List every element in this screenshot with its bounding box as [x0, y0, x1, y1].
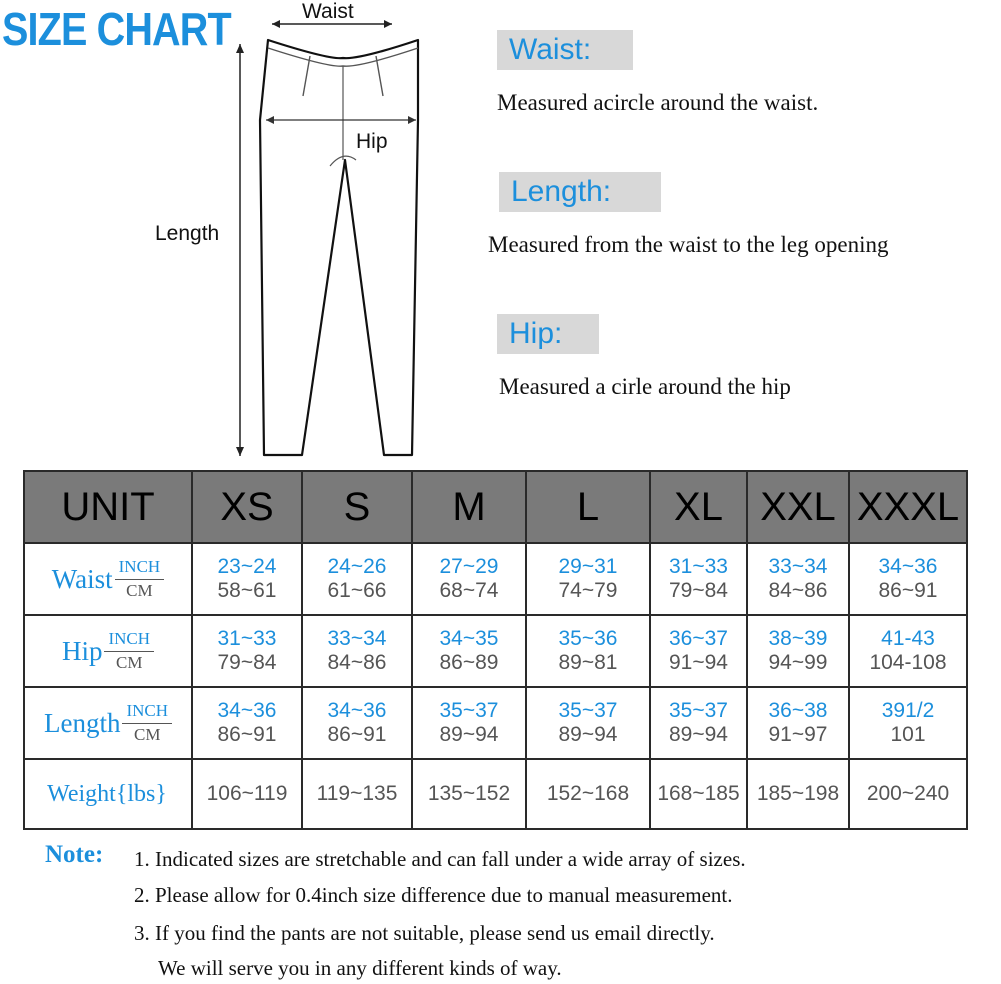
table-row-waist: [24, 543, 967, 615]
inch-value: 33~34: [768, 555, 828, 578]
size-cell: [849, 615, 967, 687]
inch-unit-label: INCH: [122, 701, 172, 724]
weight-cell: [650, 759, 747, 829]
inch-value: 34~35: [439, 627, 499, 650]
weight-value: 135~152: [427, 782, 511, 805]
size-cell: [192, 543, 302, 615]
size-cell: [526, 543, 650, 615]
weight-cell: [526, 759, 650, 829]
inch-unit-label: INCH: [104, 629, 154, 652]
weight-cell: [302, 759, 412, 829]
size-cell: [302, 615, 412, 687]
cm-value: 91~97: [768, 723, 828, 746]
size-header-xl: XL: [650, 471, 747, 543]
inch-value: 391/2: [881, 699, 935, 722]
weight-cell: [849, 759, 967, 829]
size-cell: [526, 687, 650, 759]
size-cell: [302, 687, 412, 759]
cm-value: 104-108: [869, 651, 947, 674]
table-row-hip: [24, 615, 967, 687]
inch-value: 24~26: [327, 555, 387, 578]
waist-heading: Waist:: [497, 30, 633, 70]
waist-description: Measured acircle around the waist.: [497, 90, 819, 115]
size-cell: [526, 615, 650, 687]
size-header-m: M: [412, 471, 526, 543]
note-line-2: 2. Please allow for 0.4inch size difference due to manual measurement.: [134, 883, 733, 907]
size-cell: [849, 543, 967, 615]
weight-cell: [747, 759, 849, 829]
cm-value: 86~89: [439, 651, 499, 674]
weight-cell: [192, 759, 302, 829]
cm-value: 89~81: [558, 651, 618, 674]
cm-value: 74~79: [558, 579, 618, 602]
note-label: Note:: [45, 841, 104, 868]
inch-value: 31~33: [217, 627, 277, 650]
cm-value: 79~84: [669, 579, 728, 602]
inch-value: 34~36: [327, 699, 387, 722]
cm-value: 84~86: [768, 579, 828, 602]
weight-value: 119~135: [316, 782, 398, 805]
inch-value: 41-43: [881, 627, 935, 650]
hip-diagram-label: Hip: [356, 130, 388, 153]
size-header-l: L: [526, 471, 650, 543]
weight-value: 106~119: [206, 782, 288, 805]
size-cell: [412, 687, 526, 759]
inch-value: 35~37: [669, 699, 728, 722]
size-cell: [650, 687, 747, 759]
weight-cell: [412, 759, 526, 829]
inch-value: 38~39: [768, 627, 828, 650]
cm-value: 86~91: [878, 579, 938, 602]
table-header-row: [24, 471, 967, 543]
size-cell: [849, 687, 967, 759]
length-description: Measured from the waist to the leg opening: [488, 232, 889, 257]
cm-unit-label: CM: [134, 725, 161, 744]
note-line-1: 1. Indicated sizes are stretchable and can fall under a wide array of sizes.: [134, 847, 746, 871]
row-name: Waist: [51, 563, 113, 594]
weight-value: 200~240: [866, 782, 950, 805]
inch-value: 36~38: [768, 699, 828, 722]
note-line-3: 3. If you find the pants are not suitable, please send us email directly.: [134, 921, 715, 945]
size-table: [23, 470, 968, 830]
table-row-length: [24, 687, 967, 759]
cm-value: 58~61: [217, 579, 277, 602]
length-heading: Length:: [499, 172, 661, 212]
size-cell: [650, 615, 747, 687]
size-cell: [192, 687, 302, 759]
size-cell: [747, 615, 849, 687]
size-header-xxl: XXL: [747, 471, 849, 543]
size-cell: [192, 615, 302, 687]
row-name: Hip: [61, 635, 103, 666]
inch-value: 35~36: [558, 627, 618, 650]
cm-value: 68~74: [439, 579, 499, 602]
weight-value: 168~185: [657, 782, 740, 805]
size-cell: [747, 543, 849, 615]
cm-value: 86~91: [327, 723, 387, 746]
inch-value: 33~34: [327, 627, 387, 650]
cm-value: 79~84: [217, 651, 277, 674]
cm-value: 91~94: [669, 651, 728, 674]
inch-value: 35~37: [439, 699, 499, 722]
cm-value: 89~94: [558, 723, 618, 746]
cm-value: 89~94: [439, 723, 499, 746]
page-title: SIZE CHART: [2, 3, 231, 55]
weight-value: 152~168: [546, 782, 630, 805]
inch-value: 23~24: [217, 555, 277, 578]
hip-heading: Hip:: [497, 314, 599, 354]
size-header-s: S: [302, 471, 412, 543]
inch-value: 35~37: [558, 699, 618, 722]
table-row-weight: [24, 759, 967, 829]
inch-value: 36~37: [669, 627, 728, 650]
length-diagram-label: Length: [155, 222, 220, 245]
size-cell: [302, 543, 412, 615]
cm-value: 61~66: [327, 579, 387, 602]
inch-value: 31~33: [669, 555, 728, 578]
cm-value: 89~94: [669, 723, 728, 746]
size-cell: [747, 687, 849, 759]
weight-value: 185~198: [756, 782, 840, 805]
cm-value: 84~86: [327, 651, 387, 674]
size-header-xs: XS: [192, 471, 302, 543]
row-header-length: [24, 687, 192, 759]
hip-description: Measured a cirle around the hip: [499, 374, 791, 399]
cm-unit-label: CM: [126, 581, 153, 600]
inch-unit-label: INCH: [115, 557, 165, 580]
row-header-waist: [24, 543, 192, 615]
size-cell: [650, 543, 747, 615]
waist-diagram-label: Waist: [302, 0, 354, 23]
inch-value: 29~31: [558, 555, 618, 578]
inch-value: 34~36: [217, 699, 277, 722]
row-header-hip: [24, 615, 192, 687]
row-name: Weight{lbs}: [47, 780, 167, 807]
cm-value: 94~99: [768, 651, 828, 674]
size-cell: [412, 615, 526, 687]
unit-header: UNIT: [24, 471, 192, 543]
size-cell: [412, 543, 526, 615]
cm-value: 101: [890, 723, 926, 746]
inch-value: 27~29: [439, 555, 499, 578]
size-header-xxxl: XXXL: [849, 471, 967, 543]
inch-value: 34~36: [878, 555, 938, 578]
cm-unit-label: CM: [116, 653, 143, 672]
cm-value: 86~91: [217, 723, 277, 746]
row-name: Length: [43, 707, 121, 738]
row-header-weight: [24, 759, 192, 829]
note-line-4: We will serve you in any different kinds of way.: [158, 956, 562, 980]
